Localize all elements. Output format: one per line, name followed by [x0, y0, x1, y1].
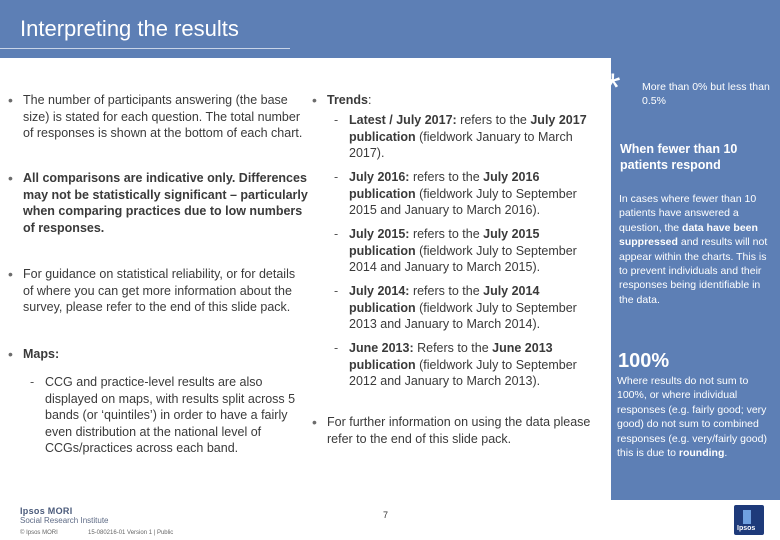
maps-subitem-text: CCG and practice-level results are also displayed on maps, with results split across 5 bands (or ‘quintiles’) in order to have a fairly even distribution at the national level of CCGs/practices across each band.	[45, 375, 296, 456]
asterisk-icon: *	[605, 66, 621, 110]
dash-icon: -	[334, 341, 339, 355]
bullet-text: Maps:	[23, 347, 60, 361]
bullet-text: All comparisons are indicative only. Differences may not be statistically significant – particularly when comparing practices due to low numbers of responses.	[23, 171, 308, 235]
copyright-text: © Ipsos MORI	[20, 530, 58, 536]
hundred-percent-description: Where results do not sum to 100%, or where individual responses (e.g. fairly good; very good) do not sum to combined responses (e.g. very/fairly good) this is due to rounding.	[617, 375, 767, 460]
trend-item-text: July 2014: refers to the July 2014 publication (fieldwork July to September 2013 and January to March 2014).	[349, 284, 577, 332]
bullet-icon: •	[312, 414, 317, 430]
dash-icon: -	[334, 113, 339, 127]
dash-icon: -	[30, 375, 35, 389]
trend-item-text: Latest / July 2017: refers to the July 2017 publication (fieldwork January to March 2017).	[349, 113, 587, 161]
fewer-than-10-description: In cases where fewer than 10 patients have answered a question, the data have been suppressed and results will not appear within the charts. This is to prevent individuals and their responses being identifiable in the data.	[619, 193, 768, 306]
hundred-percent-heading: 100%	[618, 350, 670, 372]
bullet-text: The number of participants answering (the base size) is stated for each question. The total number of responses is shown at the bottom of each chart.	[23, 93, 303, 141]
bullet-icon: •	[8, 346, 13, 362]
bullet-icon: •	[8, 92, 13, 108]
page-number: 7	[383, 510, 389, 520]
asterisk-description: More than 0% but less than 0.5%	[642, 81, 770, 108]
dash-icon: -	[334, 227, 339, 241]
social-research-institute-label: Social Research Institute	[20, 516, 109, 525]
dash-icon: -	[334, 284, 339, 298]
page-title: Interpreting the results	[20, 16, 239, 41]
bullet-text: For further information on using the data please refer to the end of this slide pack.	[327, 415, 591, 446]
header-divider	[0, 48, 290, 49]
bullet-text: For guidance on statistical reliability, or for details of where you can get more information about the survey, please refer to the end of this slide pack.	[23, 267, 296, 315]
bullet-icon: •	[8, 170, 13, 186]
trend-item-text: June 2013: Refers to the June 2013 publication (fieldwork July to September 2012 and January to March 2013).	[349, 341, 577, 389]
bullet-icon: •	[8, 266, 13, 282]
document-reference: 15-080216-01 Version 1 | Public	[88, 530, 174, 536]
trends-heading: Trends:	[327, 93, 372, 107]
header-bar	[0, 0, 780, 58]
trend-item-text: July 2015: refers to the July 2015 publication (fieldwork July to September 2014 and January to March 2015).	[349, 227, 577, 275]
ipsos-mori-logo: Ipsos MORI	[20, 506, 73, 516]
fewer-than-10-heading: When fewer than 10 patients respond	[620, 142, 738, 172]
ipsos-logo-icon: Ipsos	[734, 505, 764, 535]
dash-icon: -	[334, 170, 339, 184]
trend-item-text: July 2016: refers to the July 2016 publication (fieldwork July to September 2015 and January to March 2016).	[349, 170, 577, 218]
bullet-icon: •	[312, 92, 317, 108]
